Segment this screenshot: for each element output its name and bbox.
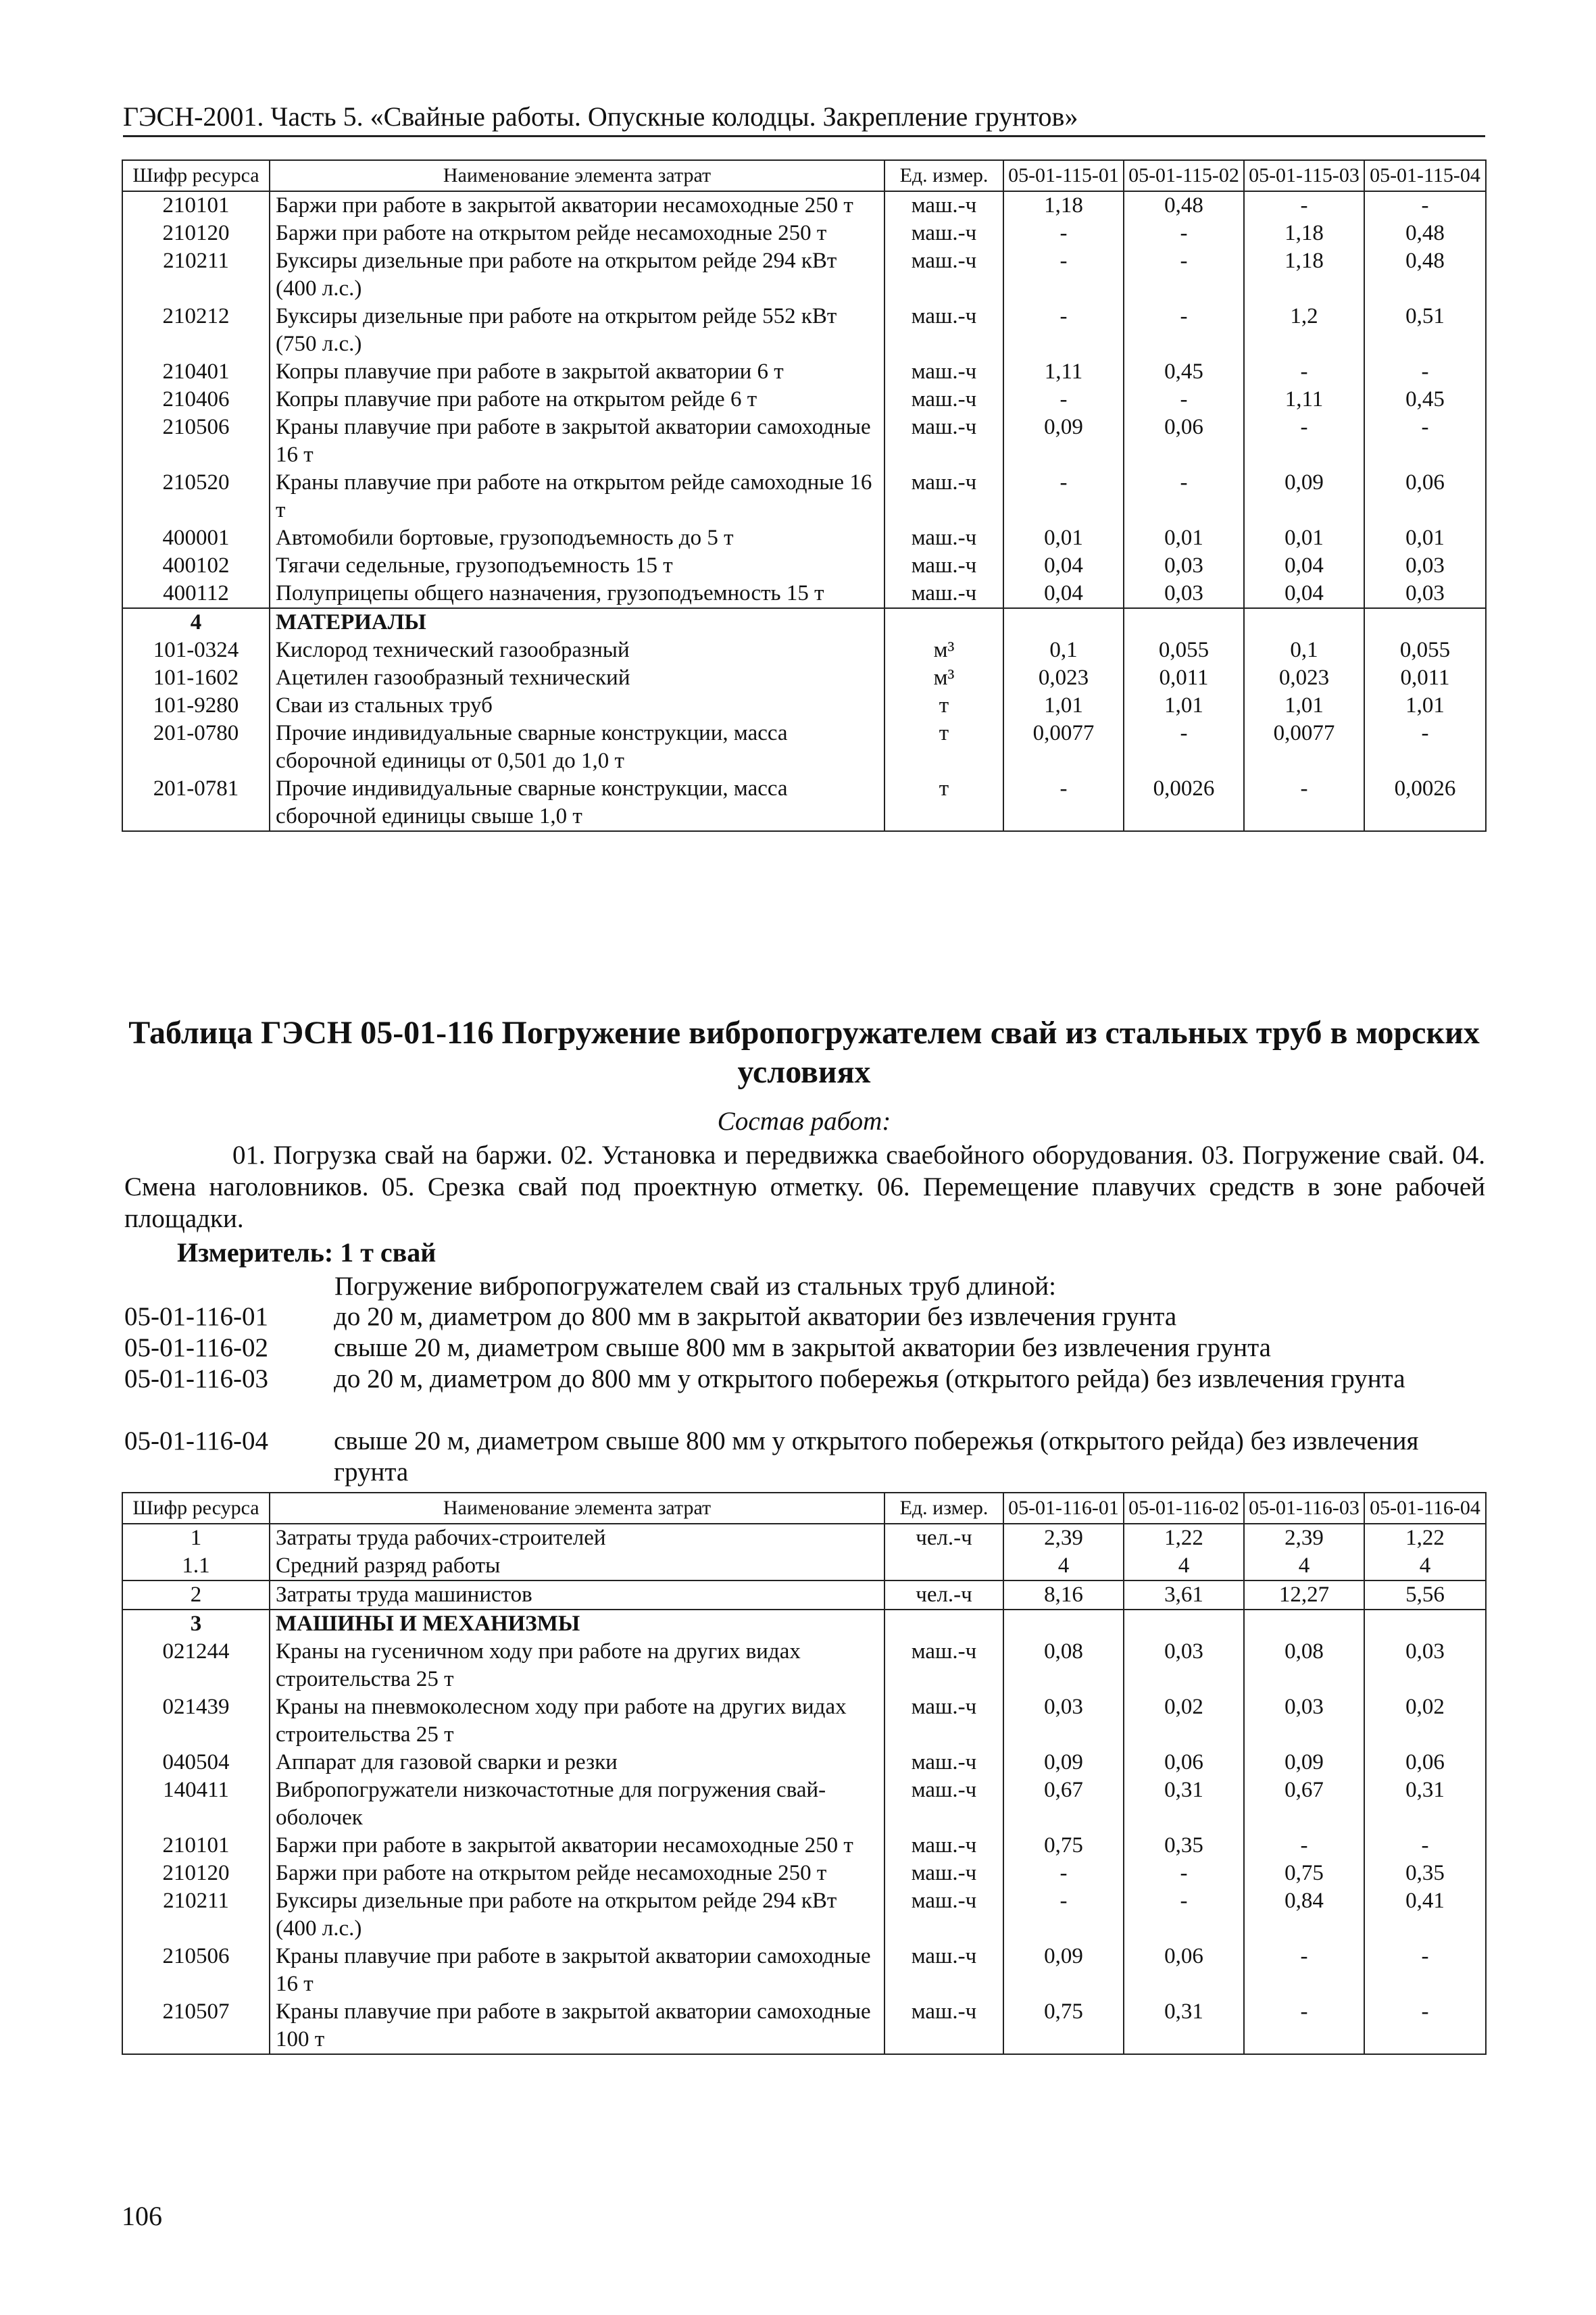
cell-unit [884, 1552, 1003, 1580]
variant-code: 05-01-116-02 [124, 1333, 269, 1362]
table-row [122, 775, 1486, 831]
table-row [122, 1580, 1486, 1610]
cell-value: - [1003, 220, 1124, 247]
cell-code: 4 [122, 608, 270, 637]
cell-value: 0,75 [1244, 1860, 1364, 1887]
cell-unit: маш.-ч [884, 1638, 1003, 1693]
cell-value: 0,04 [1003, 580, 1124, 608]
cell-value: - [1124, 303, 1244, 358]
cell-code: 210101 [122, 191, 270, 220]
cell-value: - [1364, 358, 1486, 386]
cell-code: 3 [122, 1610, 270, 1638]
column-header-variant: 05-01-115-04 [1364, 160, 1486, 191]
variant-text: до 20 м, диаметром до 800 мм в закрытой акватории без извлечения грунта [334, 1302, 1177, 1331]
table-row [122, 1832, 1486, 1860]
cell-value: 0,01 [1364, 524, 1486, 552]
cell-name: Копры плавучие при работе на открытом рейде 6 т [270, 386, 884, 414]
cell-value: 0,67 [1244, 1776, 1364, 1832]
cell-value: 1,18 [1003, 191, 1124, 220]
cell-value: 0,45 [1364, 386, 1486, 414]
cell-unit: маш.-ч [884, 1832, 1003, 1860]
cell-value: 0,06 [1364, 469, 1486, 524]
cell-name: Прочие индивидуальные сварные конструкции, масса сборочной единицы от 0,501 до 1,0 т [270, 720, 884, 775]
cell-code: 2 [122, 1580, 270, 1610]
cell-value: 0,35 [1364, 1860, 1486, 1887]
column-header-unit: Ед. измер. [884, 1493, 1003, 1524]
cell-code: 210506 [122, 1943, 270, 1998]
variant-text: до 20 м, диаметром до 800 мм у открытого побережья (открытого рейда) без извлечения грунта [334, 1364, 1405, 1393]
cell-name: Аппарат для газовой сварки и резки [270, 1749, 884, 1776]
cell-unit: т [884, 775, 1003, 831]
cell-name: Баржи при работе в закрытой акватории несамоходные 250 т [270, 191, 884, 220]
cell-value: - [1124, 220, 1244, 247]
cell-name: Баржи при работе на открытом рейде несамоходные 250 т [270, 1860, 884, 1887]
cell-code: 101-1602 [122, 664, 270, 692]
cell-unit: маш.-ч [884, 1776, 1003, 1832]
cell-value [1244, 608, 1364, 637]
column-header-variant: 05-01-116-04 [1364, 1493, 1486, 1524]
cell-value: 1,22 [1364, 1524, 1486, 1552]
cell-value: 0,06 [1364, 1749, 1486, 1776]
cell-value [1244, 1610, 1364, 1638]
cell-unit: маш.-ч [884, 220, 1003, 247]
cell-name: Затраты труда машинистов [270, 1580, 884, 1610]
table-row [122, 220, 1486, 247]
cell-name: Баржи при работе на открытом рейде несамоходные 250 т [270, 220, 884, 247]
cell-value: 1,18 [1244, 247, 1364, 303]
cell-unit: маш.-ч [884, 1998, 1003, 2054]
cell-value: 0,04 [1244, 580, 1364, 608]
cell-value: 0,03 [1364, 1638, 1486, 1693]
cell-value: 4 [1244, 1552, 1364, 1580]
cell-value: 0,41 [1364, 1887, 1486, 1943]
cell-value: 1,11 [1003, 358, 1124, 386]
cell-name: Буксиры дизельные при работе на открытом рейде 294 кВт (400 л.с.) [270, 1887, 884, 1943]
cost-table-116 [122, 1492, 1487, 2055]
cell-value: 0,08 [1244, 1638, 1364, 1693]
cell-code: 1 [122, 1524, 270, 1552]
cell-unit: маш.-ч [884, 303, 1003, 358]
cell-code: 400102 [122, 552, 270, 580]
cell-value: 0,09 [1003, 1943, 1124, 1998]
variant-code: 05-01-116-03 [124, 1364, 269, 1393]
page-header: ГЭСН-2001. Часть 5. «Свайные работы. Опускные колодцы. Закрепление грунтов» [123, 100, 1485, 137]
cell-value: - [1244, 775, 1364, 831]
page-number: 106 [122, 2201, 162, 2231]
cell-code: 140411 [122, 1776, 270, 1832]
cell-value: 3,61 [1124, 1580, 1244, 1610]
cell-value: 0,09 [1244, 1749, 1364, 1776]
cell-value: 0,08 [1003, 1638, 1124, 1693]
cell-value: 0,45 [1124, 358, 1244, 386]
variant-text: свыше 20 м, диаметром свыше 800 мм в закрытой акватории без извлечения грунта [334, 1333, 1271, 1362]
table-row [122, 1524, 1486, 1552]
cell-value: 0,02 [1364, 1693, 1486, 1749]
cell-code: 210211 [122, 247, 270, 303]
table-row [122, 469, 1486, 524]
cell-value: 0,03 [1003, 1693, 1124, 1749]
column-header-unit: Ед. измер. [884, 160, 1003, 191]
cell-value: 0,011 [1364, 664, 1486, 692]
cell-value: 0,055 [1364, 637, 1486, 664]
table-row [122, 1693, 1486, 1749]
cell-code: 210506 [122, 414, 270, 469]
cell-value: 0,1 [1244, 637, 1364, 664]
cell-code: 210212 [122, 303, 270, 358]
table-row [122, 1943, 1486, 1998]
variant-text: свыше 20 м, диаметром свыше 800 мм у открытого побережья (открытого рейда) без извлечения грунта [334, 1426, 1419, 1487]
cell-code: 210120 [122, 1860, 270, 1887]
table-row [122, 1552, 1486, 1580]
table-row [122, 303, 1486, 358]
cell-value: 0,06 [1124, 1943, 1244, 1998]
column-header-variant: 05-01-115-01 [1003, 160, 1124, 191]
table-row [122, 580, 1486, 608]
cell-value [1364, 608, 1486, 637]
table-row [122, 524, 1486, 552]
cell-unit: чел.-ч [884, 1580, 1003, 1610]
cell-value: 0,09 [1003, 1749, 1124, 1776]
cell-name: Ацетилен газообразный технический [270, 664, 884, 692]
cell-value: 0,01 [1244, 524, 1364, 552]
cell-value [1003, 608, 1124, 637]
cell-value: 1,22 [1124, 1524, 1244, 1552]
cell-value: 0,31 [1364, 1776, 1486, 1832]
cell-code: 040504 [122, 1749, 270, 1776]
table-row [122, 1638, 1486, 1693]
cell-value: 0,01 [1003, 524, 1124, 552]
cell-value: - [1244, 414, 1364, 469]
cell-unit: маш.-ч [884, 1693, 1003, 1749]
cell-name: Средний разряд работы [270, 1552, 884, 1580]
cell-value: 1,11 [1244, 386, 1364, 414]
cell-value: 0,35 [1124, 1832, 1244, 1860]
table-row [122, 720, 1486, 775]
cell-value: 0,06 [1124, 1749, 1244, 1776]
cell-unit: маш.-ч [884, 358, 1003, 386]
cell-value: 0,0026 [1124, 775, 1244, 831]
cell-unit: т [884, 692, 1003, 720]
cell-value: 0,1 [1003, 637, 1124, 664]
cell-value: 1,01 [1003, 692, 1124, 720]
cell-code: 210507 [122, 1998, 270, 2054]
cell-code: 201-0781 [122, 775, 270, 831]
cell-value: - [1003, 469, 1124, 524]
table-row [122, 664, 1486, 692]
cell-name: Краны плавучие при работе в закрытой акватории самоходные 16 т [270, 414, 884, 469]
cell-code: 210101 [122, 1832, 270, 1860]
cell-unit: маш.-ч [884, 580, 1003, 608]
cell-name: Затраты труда рабочих-строителей [270, 1524, 884, 1552]
cell-value: - [1124, 386, 1244, 414]
cell-value: 12,27 [1244, 1580, 1364, 1610]
table-header-row [122, 160, 1486, 191]
table-row [122, 414, 1486, 469]
cell-value: 0,31 [1124, 1776, 1244, 1832]
column-header-name: Наименование элемента затрат [270, 160, 884, 191]
cell-code: 210401 [122, 358, 270, 386]
cell-value: 0,01 [1124, 524, 1244, 552]
column-header-variant: 05-01-116-01 [1003, 1493, 1124, 1524]
variants-intro: Погружение вибропогружателем свай из стальных труб длиной: [334, 1272, 1057, 1301]
table-row [122, 637, 1486, 664]
cell-name: Буксиры дизельные при работе на открытом рейде 294 кВт (400 л.с.) [270, 247, 884, 303]
cell-name: Вибропогружатели низкочастотные для погружения свай-оболочек [270, 1776, 884, 1832]
cell-value: - [1003, 303, 1124, 358]
cell-name: Баржи при работе в закрытой акватории несамоходные 250 т [270, 1832, 884, 1860]
measure-unit: Измеритель: 1 т свай [177, 1237, 437, 1268]
cell-value: - [1244, 1832, 1364, 1860]
cell-unit: маш.-ч [884, 414, 1003, 469]
cell-value: 1,18 [1244, 220, 1364, 247]
cell-value [1364, 1610, 1486, 1638]
cell-unit: маш.-ч [884, 247, 1003, 303]
cell-value: - [1003, 1860, 1124, 1887]
cell-code: 210406 [122, 386, 270, 414]
table-row [122, 1998, 1486, 2054]
cell-value: 1,01 [1364, 692, 1486, 720]
column-header-variant: 05-01-115-02 [1124, 160, 1244, 191]
cell-value: 8,16 [1003, 1580, 1124, 1610]
table-row [122, 358, 1486, 386]
cell-value: 4 [1124, 1552, 1244, 1580]
cell-value: 0,0077 [1244, 720, 1364, 775]
table-header-row [122, 1493, 1486, 1524]
cell-unit: чел.-ч [884, 1524, 1003, 1552]
cell-code: 021244 [122, 1638, 270, 1693]
cell-name: Автомобили бортовые, грузоподъемность до 5 т [270, 524, 884, 552]
cell-value: - [1364, 720, 1486, 775]
cell-value: 0,03 [1364, 580, 1486, 608]
cell-value: 0,48 [1124, 191, 1244, 220]
cell-value: 0,48 [1364, 220, 1486, 247]
cell-value: 0,023 [1003, 664, 1124, 692]
cell-value: - [1244, 1943, 1364, 1998]
cell-value [1124, 1610, 1244, 1638]
cell-value: - [1124, 469, 1244, 524]
cell-value: - [1124, 720, 1244, 775]
cell-value: 0,04 [1003, 552, 1124, 580]
cell-value: - [1364, 191, 1486, 220]
cell-code: 021439 [122, 1693, 270, 1749]
cell-code: 101-9280 [122, 692, 270, 720]
cell-value: - [1364, 1832, 1486, 1860]
cell-name: Прочие индивидуальные сварные конструкции, масса сборочной единицы свыше 1,0 т [270, 775, 884, 831]
table-row [122, 386, 1486, 414]
cell-name: Полуприцепы общего назначения, грузоподъемность 15 т [270, 580, 884, 608]
table-group-row [122, 1610, 1486, 1638]
cell-unit: маш.-ч [884, 1887, 1003, 1943]
cell-value: 0,09 [1244, 469, 1364, 524]
cell-value: 0,0026 [1364, 775, 1486, 831]
cell-value: - [1124, 1860, 1244, 1887]
cell-code: 101-0324 [122, 637, 270, 664]
cell-value: 4 [1003, 1552, 1124, 1580]
cell-unit: маш.-ч [884, 1749, 1003, 1776]
cell-value: 1,01 [1244, 692, 1364, 720]
cell-unit: м³ [884, 637, 1003, 664]
cell-code: 201-0780 [122, 720, 270, 775]
cell-value: 0,02 [1124, 1693, 1244, 1749]
table-body [122, 191, 1486, 831]
cell-unit: маш.-ч [884, 552, 1003, 580]
cell-unit: маш.-ч [884, 386, 1003, 414]
table-body [122, 1524, 1486, 2054]
cell-value: 1,2 [1244, 303, 1364, 358]
cell-unit: маш.-ч [884, 1860, 1003, 1887]
cell-value: 0,011 [1124, 664, 1244, 692]
table-row [122, 1776, 1486, 1832]
cell-value: 0,75 [1003, 1998, 1124, 2054]
cell-value: - [1003, 1887, 1124, 1943]
cell-unit: маш.-ч [884, 1943, 1003, 1998]
column-header-code: Шифр ресурса [122, 1493, 270, 1524]
cell-value: 0,84 [1244, 1887, 1364, 1943]
cell-value: 0,51 [1364, 303, 1486, 358]
cell-value: 0,023 [1244, 664, 1364, 692]
cell-value: - [1244, 358, 1364, 386]
cell-name: МАШИНЫ И МЕХАНИЗМЫ [270, 1610, 884, 1638]
cell-value: 0,06 [1124, 414, 1244, 469]
table-row [122, 1887, 1486, 1943]
table-row [122, 191, 1486, 220]
cell-unit: м³ [884, 664, 1003, 692]
cell-value: 2,39 [1003, 1524, 1124, 1552]
cell-value: 0,03 [1364, 552, 1486, 580]
cell-unit: маш.-ч [884, 524, 1003, 552]
cell-name: Краны плавучие при работе на открытом рейде самоходные 16 т [270, 469, 884, 524]
table-row [122, 552, 1486, 580]
cell-value: - [1244, 191, 1364, 220]
work-composition-text: 01. Погрузка свай на баржи. 02. Установка и передвижка сваебойного оборудования. 03. Погружение свай. 04. Смена наголовников. 05. Срезка свай под проектную отметку. 06. Перемещение плавучих средств в зоне рабочей площадки. [124, 1141, 1485, 1233]
table-row [122, 247, 1486, 303]
column-header-code: Шифр ресурса [122, 160, 270, 191]
cell-value: 0,03 [1244, 1693, 1364, 1749]
cell-code: 210211 [122, 1887, 270, 1943]
cell-value [1124, 608, 1244, 637]
column-header-variant: 05-01-116-03 [1244, 1493, 1364, 1524]
cell-code: 210520 [122, 469, 270, 524]
cell-value: 0,48 [1364, 247, 1486, 303]
cell-value: 0,04 [1244, 552, 1364, 580]
cell-value: - [1244, 1998, 1364, 2054]
cell-name: Краны плавучие при работе в закрытой акватории самоходные 100 т [270, 1998, 884, 2054]
cell-name: Копры плавучие при работе в закрытой акватории 6 т [270, 358, 884, 386]
cell-value [1003, 1610, 1124, 1638]
table-row [122, 1860, 1486, 1887]
variant-code: 05-01-116-01 [124, 1302, 269, 1331]
cell-unit: маш.-ч [884, 191, 1003, 220]
cell-value: 1,01 [1124, 692, 1244, 720]
cell-value: 4 [1364, 1552, 1486, 1580]
cell-value: - [1124, 1887, 1244, 1943]
cell-name: Буксиры дизельные при работе на открытом рейде 552 кВт (750 л.с.) [270, 303, 884, 358]
work-composition-title: Состав работ: [717, 1107, 891, 1136]
cell-name: Кислород технический газообразный [270, 637, 884, 664]
table-row [122, 692, 1486, 720]
cell-value: - [1364, 1943, 1486, 1998]
cell-name: Краны на пневмоколесном ходу при работе на других видах строительства 25 т [270, 1693, 884, 1749]
column-header-variant: 05-01-116-02 [1124, 1493, 1244, 1524]
cell-name: МАТЕРИАЛЫ [270, 608, 884, 637]
cell-code: 400112 [122, 580, 270, 608]
cell-name: Сваи из стальных труб [270, 692, 884, 720]
cell-name: Краны на гусеничном ходу при работе на других видах строительства 25 т [270, 1638, 884, 1693]
cell-value: - [1003, 247, 1124, 303]
cell-value: 5,56 [1364, 1580, 1486, 1610]
table-row [122, 1749, 1486, 1776]
cell-value: - [1003, 386, 1124, 414]
cell-name: Краны плавучие при работе в закрытой акватории самоходные 16 т [270, 1943, 884, 1998]
cell-name: Тягачи седельные, грузоподъемность 15 т [270, 552, 884, 580]
variant-code: 05-01-116-04 [124, 1426, 269, 1455]
cell-unit: маш.-ч [884, 469, 1003, 524]
section-title: Таблица ГЭСН 05-01-116 Погружение вибропогружателем свай из стальных труб в морских условиях [128, 1015, 1480, 1090]
cell-unit [884, 1610, 1003, 1638]
cell-code: 1.1 [122, 1552, 270, 1580]
cell-value: - [1364, 414, 1486, 469]
cell-value: 0,03 [1124, 580, 1244, 608]
cell-value: 0,09 [1003, 414, 1124, 469]
cell-value: - [1124, 247, 1244, 303]
cell-value: 0,03 [1124, 552, 1244, 580]
cell-code: 210120 [122, 220, 270, 247]
cell-unit: т [884, 720, 1003, 775]
cell-value: - [1003, 775, 1124, 831]
column-header-variant: 05-01-115-03 [1244, 160, 1364, 191]
cell-code: 400001 [122, 524, 270, 552]
column-header-name: Наименование элемента затрат [270, 1493, 884, 1524]
cost-table-115 [122, 159, 1487, 832]
cell-unit [884, 608, 1003, 637]
cell-value: - [1364, 1998, 1486, 2054]
cell-value: 0,75 [1003, 1832, 1124, 1860]
cell-value: 0,055 [1124, 637, 1244, 664]
cell-value: 0,0077 [1003, 720, 1124, 775]
cell-value: 0,67 [1003, 1776, 1124, 1832]
cell-value: 0,31 [1124, 1998, 1244, 2054]
cell-value: 2,39 [1244, 1524, 1364, 1552]
cell-value: 0,03 [1124, 1638, 1244, 1693]
table-group-row [122, 608, 1486, 637]
